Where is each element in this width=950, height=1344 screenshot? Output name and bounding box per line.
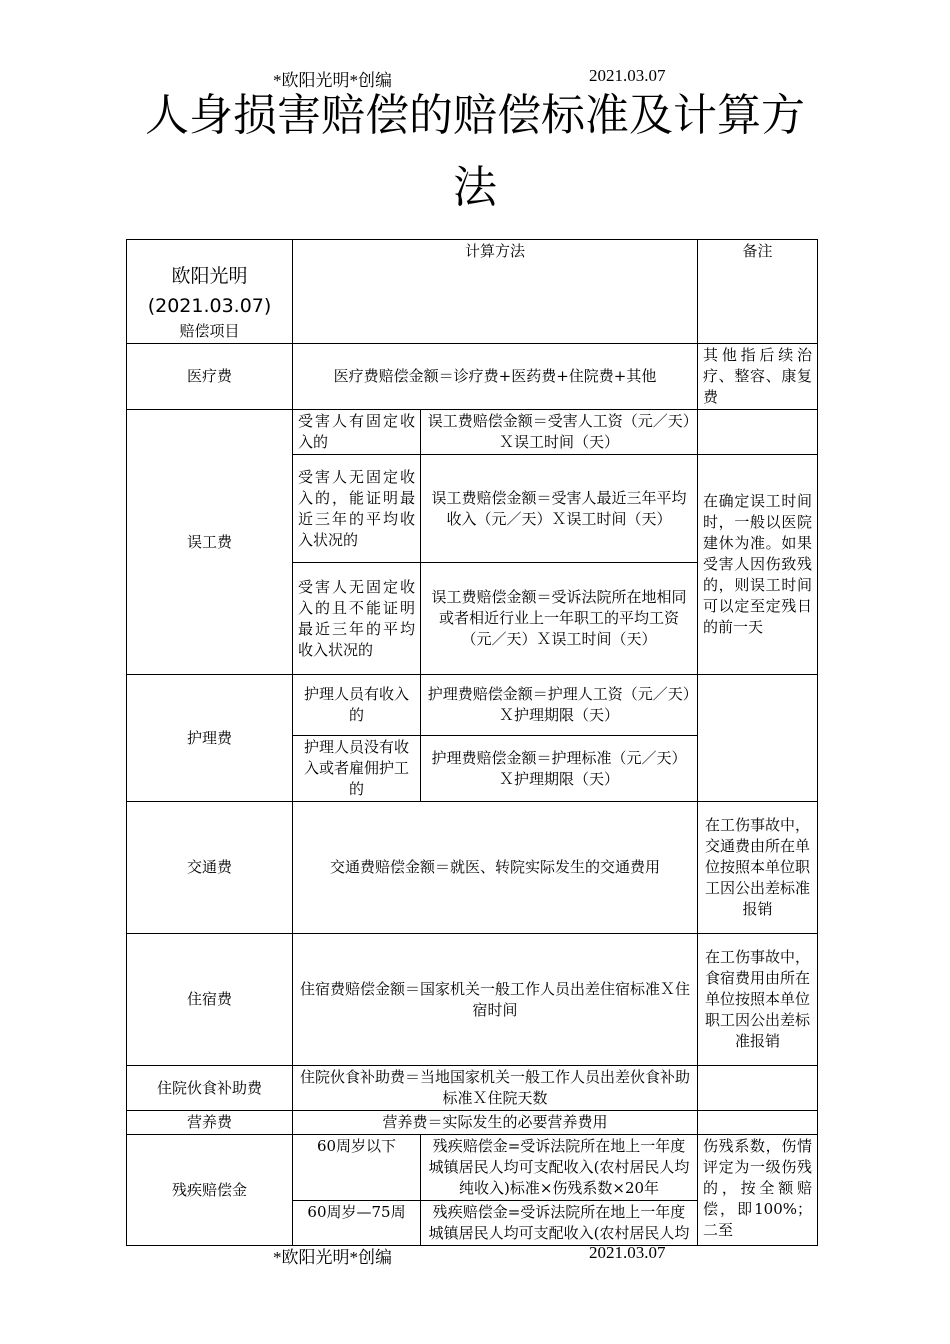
nursing-method-2: 护理费赔偿金额＝护理标准（元／天）Ｘ护理期限（天） xyxy=(421,736,698,802)
footer-author: *欧阳光明*创编 xyxy=(273,1248,392,1267)
nursing-cond-1: 护理人员有收入的 xyxy=(293,675,421,736)
nutrition-item: 营养费 xyxy=(127,1111,293,1135)
nursing-method-1: 护理费赔偿金额＝护理人工资（元／天）Ｘ护理期限（天） xyxy=(421,675,698,736)
author-date: (2021.03.07) xyxy=(147,295,272,317)
author-name: 欧阳光明 xyxy=(171,265,248,287)
disability-method-1: 残疾赔偿金=受诉法院所在地上一年度城镇居民人均可支配收入(农村居民人均纯收入)标准×伤残系数×20年 xyxy=(421,1135,698,1201)
transport-note: 在工伤事故中，交通费由所在单位按照本单位职工因公出差标准报销 xyxy=(698,802,818,934)
disability-method-2: 残疾赔偿金=受诉法院所在地上一年度城镇居民人均可支配收入(农村居民人均 xyxy=(421,1201,698,1246)
nursing-cond-2: 护理人员没有收入或者雇佣护工的 xyxy=(293,736,421,802)
nursing-item: 护理费 xyxy=(127,675,293,802)
compensation-table xyxy=(126,239,818,1246)
head-method: 计算方法 xyxy=(293,240,698,344)
meal-note-empty xyxy=(698,1066,818,1111)
disability-age-1: 60周岁以下 xyxy=(293,1135,421,1201)
lost-work-item: 误工费 xyxy=(127,410,293,675)
lost-work-note: 在确定误工时间时，一般以医院建休为准。如果受害人因伤致残的，则误工时间可以定至定残日的前一天 xyxy=(698,455,818,675)
disability-age-2: 60周岁—75周 xyxy=(293,1201,421,1246)
head-item-label: 赔偿项目 xyxy=(179,322,240,340)
nursing-note-empty xyxy=(698,675,818,802)
lost-work-method-2: 误工费赔偿金额＝受害人最近三年平均收入（元／天）Ｘ误工时间（天） xyxy=(421,455,698,563)
header-date: 2021.03.07 xyxy=(589,66,666,85)
lost-work-cond-3: 受害人无固定收入的且不能证明最近三年的平均收入状况的 xyxy=(293,563,421,675)
page-title-line2: 法 xyxy=(453,162,497,213)
disability-item: 残疾赔偿金 xyxy=(127,1135,293,1246)
medical-method: 医疗费赔偿金额＝诊疗费+医药费+住院费+其他 xyxy=(293,344,698,410)
meal-item: 住院伙食补助费 xyxy=(127,1066,293,1111)
disability-note: 伤残系数，伤情评定为一级伤残的，按全额赔偿，即100%；二至 xyxy=(698,1135,818,1246)
lodging-method: 住宿费赔偿金额＝国家机关一般工作人员出差住宿标准Ｘ住宿时间 xyxy=(293,934,698,1066)
medical-note: 其他指后续治疗、整容、康复费 xyxy=(698,344,818,410)
lodging-note: 在工伤事故中，食宿费用由所在单位按照本单位职工因公出差标准报销 xyxy=(698,934,818,1066)
footer-date: 2021.03.07 xyxy=(589,1243,666,1262)
meal-method: 住院伙食补助费＝当地国家机关一般工作人员出差伙食补助标准Ｘ住院天数 xyxy=(293,1066,698,1111)
lost-work-method-1: 误工费赔偿金额＝受害人工资（元／天）Ｘ误工时间（天） xyxy=(421,410,698,455)
lost-work-method-3: 误工费赔偿金额＝受诉法院所在地相同或者相近行业上一年职工的平均工资（元／天）Ｘ误工时间（天） xyxy=(421,563,698,675)
lost-work-cond-1: 受害人有固定收入的 xyxy=(293,410,421,455)
head-note: 备注 xyxy=(698,240,818,344)
nutrition-method: 营养费＝实际发生的必要营养费用 xyxy=(293,1111,698,1135)
transport-method: 交通费赔偿金额＝就医、转院实际发生的交通费用 xyxy=(293,802,698,934)
lodging-item: 住宿费 xyxy=(127,934,293,1066)
medical-item: 医疗费 xyxy=(127,344,293,410)
transport-item: 交通费 xyxy=(127,802,293,934)
header-author: *欧阳光明*创编 xyxy=(273,71,392,90)
lost-work-note-empty xyxy=(698,410,818,455)
head-item-cell xyxy=(127,240,293,344)
page-title: 人身损害赔偿的赔偿标准及计算方 xyxy=(145,90,805,141)
nutrition-note-empty xyxy=(698,1111,818,1135)
lost-work-cond-2: 受害人无固定收入的，能证明最近三年的平均收入状况的 xyxy=(293,455,421,563)
